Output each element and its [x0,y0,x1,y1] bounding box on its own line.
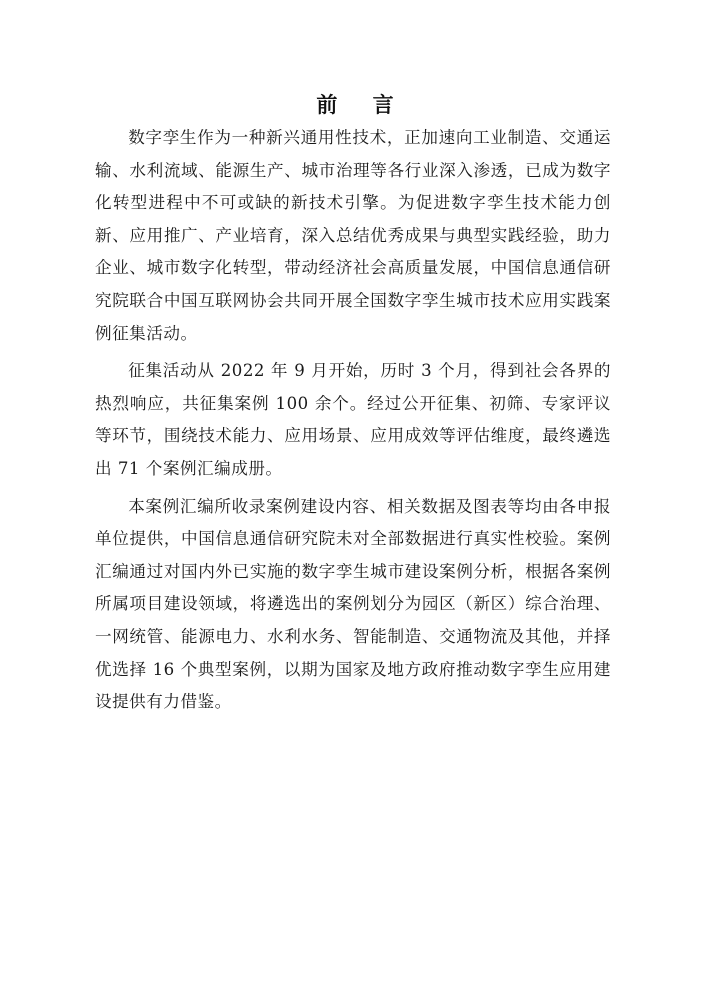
document-body [95,122,611,724]
paragraph-compilation-notes: 本案例汇编所收录案例建设内容、相关数据及图表等均由各申报单位提供，中国信息通信研究院未对全部数据进行真实性校验。案例汇编通过对国内外已实施的数字孪生城市建设案例分析，根据各案例所属项目建设领域，将遴选出的案例划分为园区（新区）综合治理、一网统管、能源电力、水利水务、智能制造、交通物流及其他，并择优选择 16 个典型案例，以期为国家及地方政府推动数字孪生应用建设提供有力借鉴。 [95,496,611,712]
page-title: 前 言 [316,93,408,117]
paragraph-collection-activity: 征集活动从 2022 年 9 月开始，历时 3 个月，得到社会各界的热烈响应，共征集案例 100 余个。经过公开征集、初筛、专家评议等环节，围绕技术能力、应用场景、应用成效等评估维度，最终遴选出 71 个案例汇编成册。 [95,361,611,478]
paragraph-intro: 数字孪生作为一种新兴通用性技术，正加速向工业制造、交通运输、水利流域、能源生产、城市治理等各行业深入渗透，已成为数字化转型进程中不可或缺的新技术引擎。为促进数字孪生技术能力创新、应用推广、产业培育，深入总结优秀成果与典型实践经验，助力企业、城市数字化转型，带动经济社会高质量发展，中国信息通信研究院联合中国互联网协会共同开展全国数字孪生城市技术应用实践案例征集活动。 [95,128,611,343]
